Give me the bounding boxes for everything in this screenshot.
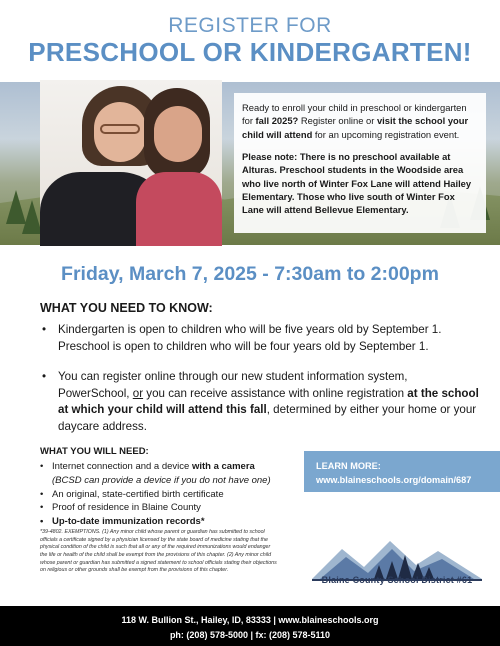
list-item: • An original, state-certified birth certificate bbox=[40, 488, 290, 502]
info-paragraph-preschool-note: Please note: There is no preschool available at Alturas. Preschool students in the Woodside area who live north of Winter Fox Lane will attend Hailey Elementary. Those who live south of Winter Fox Lane will attend Bellevue Elementary. bbox=[242, 151, 472, 216]
learn-more-box[interactable] bbox=[304, 451, 500, 492]
learn-more-link[interactable]: www.blaineschools.org/domain/687 bbox=[316, 475, 472, 486]
immunization-footnote: *39-4802. EXEMPTIONS. (1) Any minor child whose parent or guardian has submitted to school officials a certificate signed by a physician licensed by the state board of medicine stating that the physical condition of the child is such that all or any of the required immunizations would endanger the life or health of the child shall be exempt from the provisions of this chapter. (2) Any minor child whose parent or guardian has submitted a signed statement to school officials stating their objections on religious or other grounds shall be exempt from the provisions of this chapter. bbox=[40, 529, 277, 574]
event-date: Friday, March 7, 2025 - 7:30am to 2:00pm bbox=[61, 263, 439, 285]
list-item: • Kindergarten is open to children who will be five years old by September 1. Preschool is open to children who will be four years old by September 1. bbox=[42, 322, 482, 355]
will-need-heading: WHAT YOU WILL NEED: bbox=[40, 446, 149, 457]
need-to-know-list bbox=[42, 322, 482, 435]
list-item: • Up-to-date immunization records* bbox=[40, 515, 290, 529]
info-paragraph-1: Ready to enroll your child in preschool or kindergarten for fall 2025? Register online or visit the school your child will attend for an upcoming registration event. bbox=[242, 102, 469, 140]
page-title: PRESCHOOL OR KINDERGARTEN! bbox=[28, 37, 472, 67]
footer-contact-bar bbox=[0, 606, 500, 646]
list-item: • Internet connection and a device with a camera (BCSD can provide a device if you do not have one) bbox=[40, 460, 290, 488]
need-to-know-heading: WHAT YOU NEED TO KNOW: bbox=[40, 301, 213, 315]
header-line-1: REGISTER FOR bbox=[168, 14, 332, 37]
footer-address: 118 W. Bullion St., Hailey, ID, 83333 | www.blaineschools.org bbox=[121, 615, 379, 625]
footer-phone-fax: ph: (208) 578-5000 | fx: (208) 578-5110 bbox=[169, 629, 331, 640]
learn-more-label: LEARN MORE: bbox=[316, 461, 381, 471]
list-item: • You can register online through our new student information system, PowerSchool, or you can receive assistance with online registration at the school at which your child will attend this fall, determined by either your home or your daycare address. bbox=[42, 369, 482, 435]
registration-info-box bbox=[234, 93, 486, 233]
district-name: Blaine County School District #61 bbox=[321, 575, 473, 585]
hero-photo-parent-and-child bbox=[40, 80, 222, 246]
will-need-list bbox=[40, 460, 290, 529]
list-item: • Proof of residence in Blaine County bbox=[40, 501, 290, 515]
